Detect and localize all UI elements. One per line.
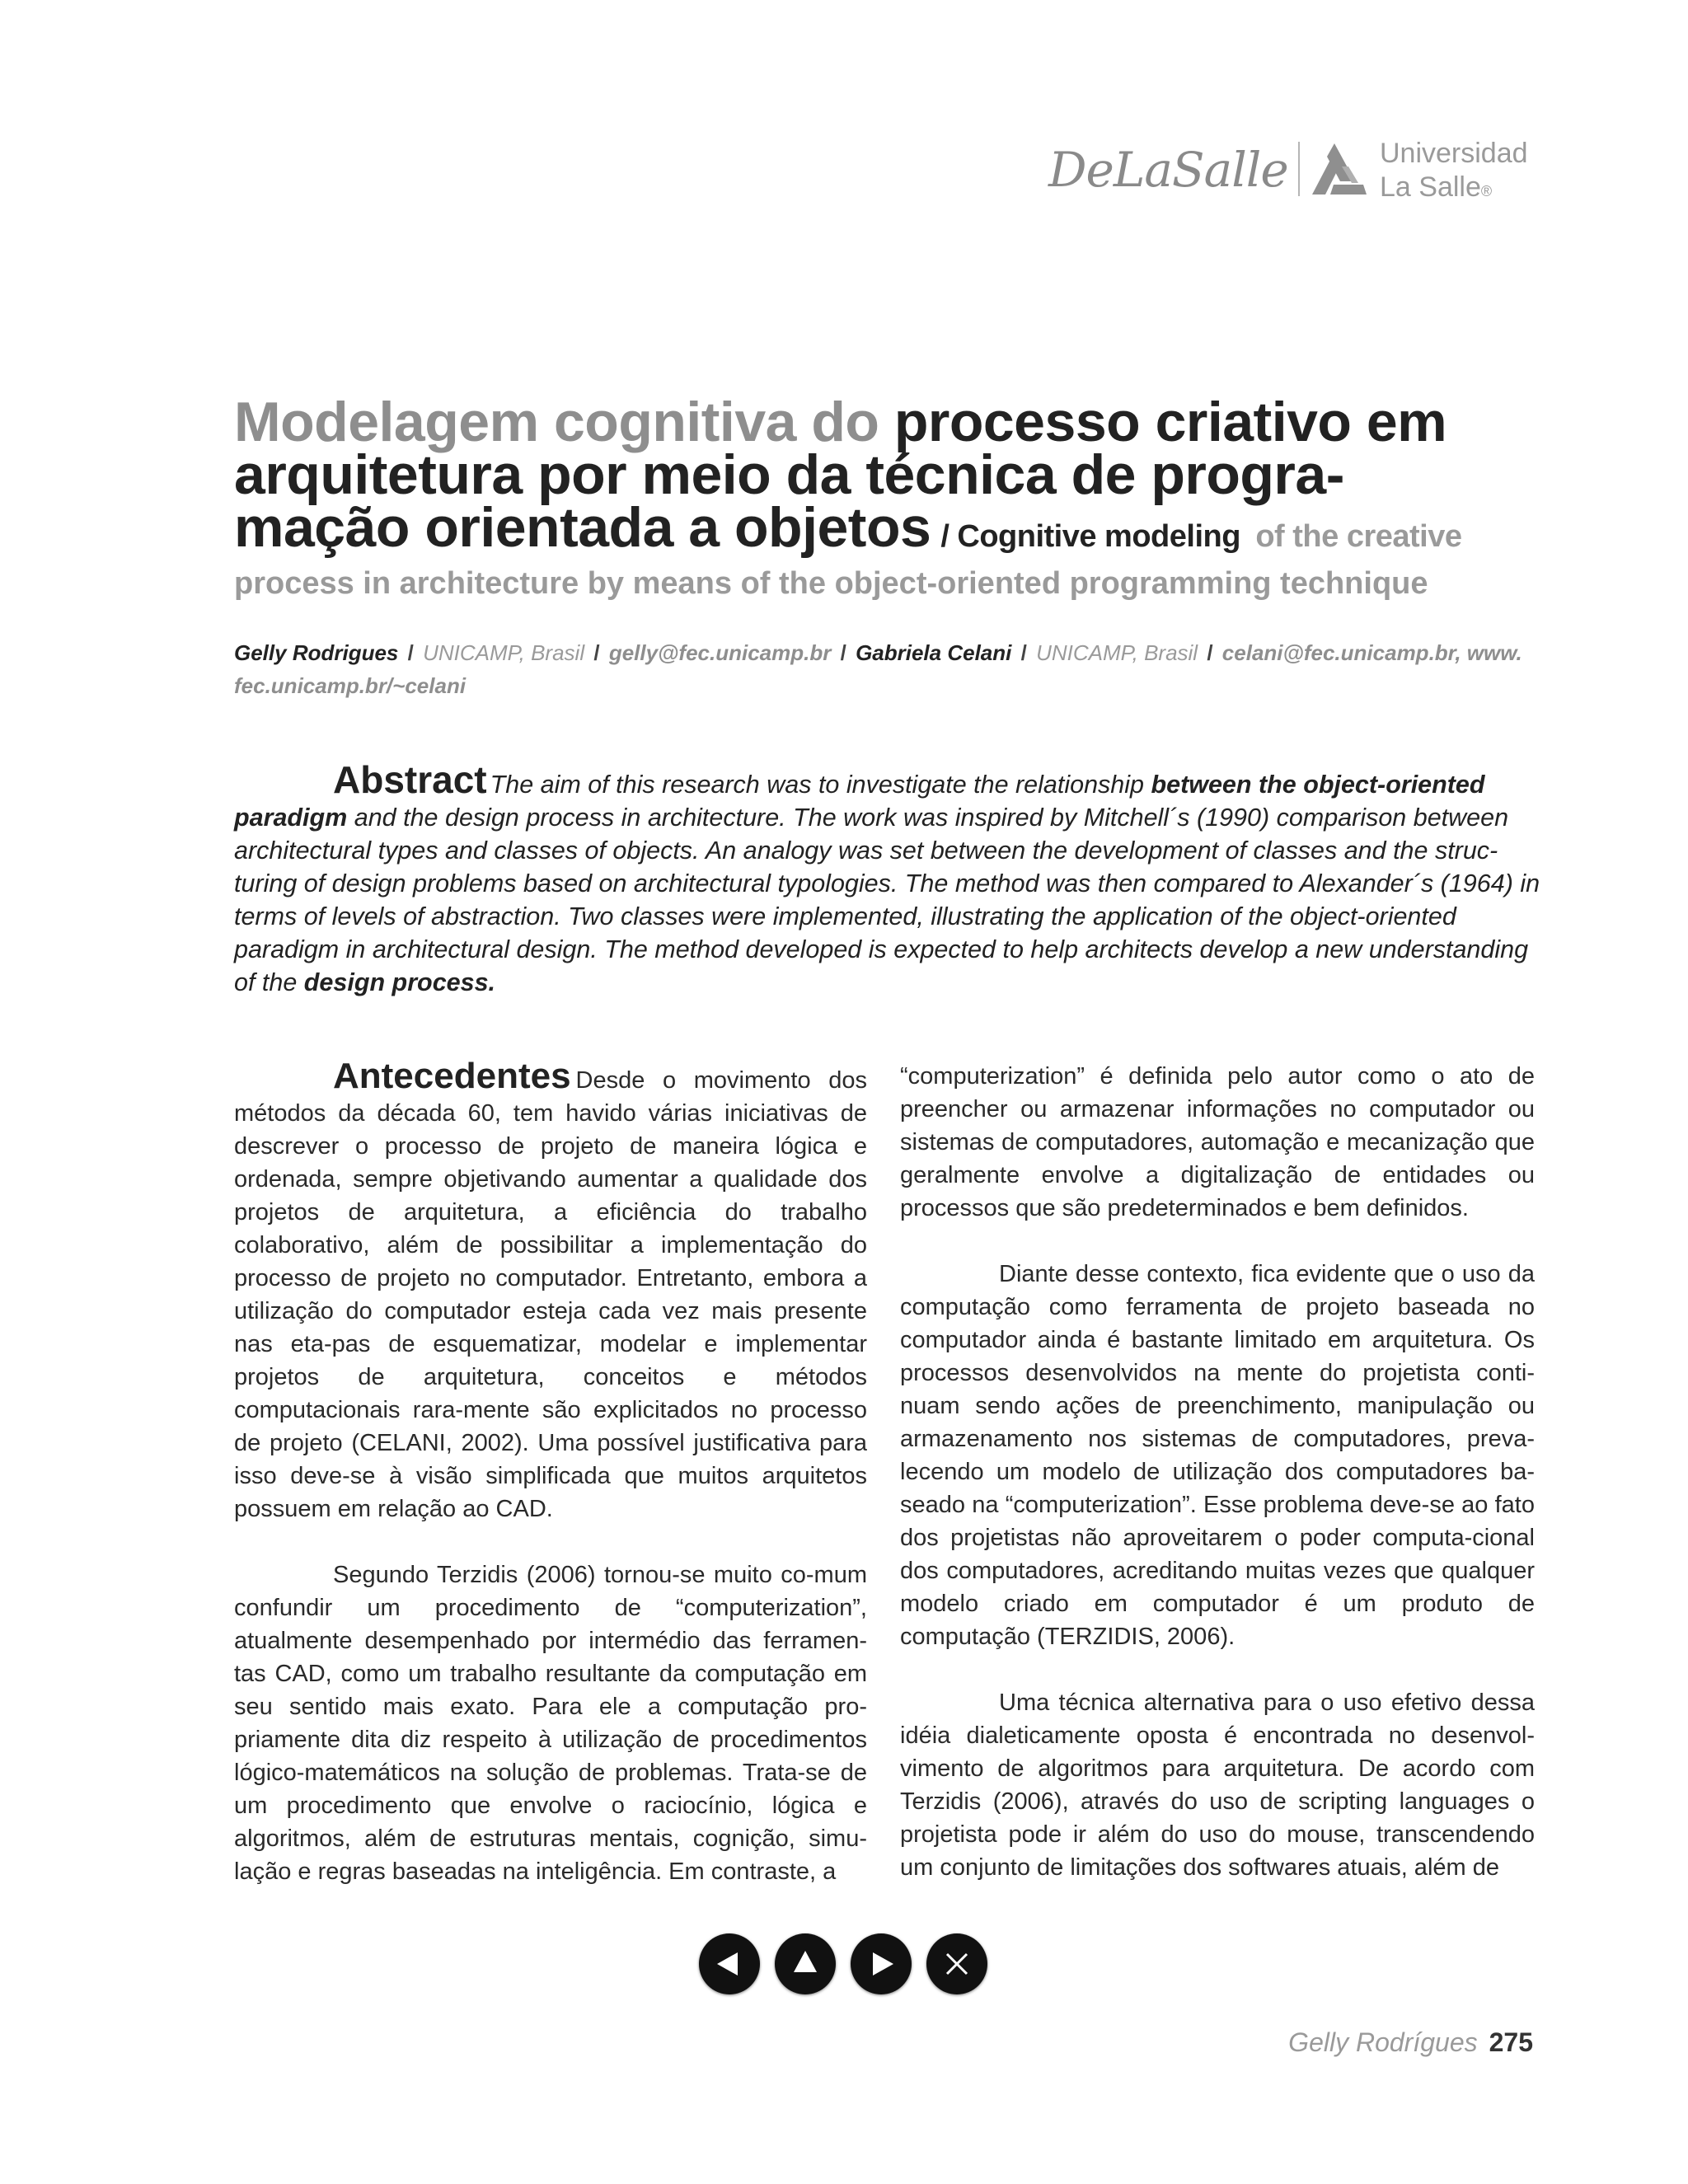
header-logos: [1047, 134, 1541, 208]
footer-author: Gelly Rodrígues: [1288, 2027, 1478, 2057]
author-2-website[interactable]: fec.unicamp.br/~celani: [234, 673, 467, 698]
separator: /: [1207, 640, 1213, 665]
university-line-1: Universidad: [1380, 138, 1528, 169]
title-dark-line-3: mação orientada a objetos: [234, 496, 931, 559]
university-line-2: [1380, 171, 1528, 209]
triangle-right-icon: [851, 1933, 912, 1994]
title-grey-part: Modelagem cognitiva do: [234, 391, 879, 453]
logo-divider: [1298, 142, 1300, 196]
body-column-left: [234, 1056, 867, 1888]
author-1-name: Gelly Rodrigues: [234, 640, 399, 665]
title-dark-line-2: arquitetura por meio da técnica de progra-: [234, 443, 1344, 506]
page-footer: [1288, 2026, 1533, 2059]
title-dark-line-1: processo criativo em: [893, 391, 1447, 453]
university-name: [1380, 137, 1528, 209]
author-2-name: Gabriela Celani: [856, 640, 1012, 665]
close-icon: [926, 1933, 987, 1994]
abstract-text-2: and the design process in architecture. The work was inspired by Mitchell´s (1990) comparison between architectural types and classes of objects. An analogy was set between the development of classes and the struc-turing of design problems based on architectural typologies. The method was then compared to Alexander´s (1964) in terms of levels of abstraction. Two classes were implemented, illustrating the application of the object-oriented paradigm in architectural design. The method developed is expected to help architects develop a new understanding of the: [234, 804, 1540, 996]
delasalle-script-logo: [1047, 134, 1294, 208]
triangle-left-icon: [699, 1933, 760, 1994]
separator: /: [1020, 640, 1027, 665]
script-logo-text: DeLaSalle: [1048, 142, 1288, 198]
abstract: [234, 758, 1548, 999]
section-heading-antecedentes: Antecedentes: [333, 1056, 571, 1096]
paragraph: [234, 1056, 867, 1526]
university-line-2-text: La Salle: [1380, 171, 1481, 203]
paragraph: Uma técnica alternativa para o uso efetivo dessa idéia dialeticamente oposta é encontrada no desenvol-vimento de algoritmos para arquitetura. De acordo com Terzidis (2006), através do uso de scripting languages o projetista pode ir além do uso do mouse, transcendendo um conjunto de limitações dos softwares atuais, além de: [900, 1690, 1535, 1881]
abstract-bold-1: between the object-oriented paradigm: [234, 771, 1485, 832]
up-button[interactable]: [775, 1933, 836, 1994]
author-1-email[interactable]: gelly@fec.unicamp.br: [608, 640, 832, 665]
abstract-heading: Abstract: [333, 758, 487, 801]
english-title-grey: of the creative: [1255, 519, 1462, 554]
english-title-dark: Cognitive modeling: [957, 519, 1240, 554]
close-button[interactable]: [926, 1933, 987, 1994]
authors-line: [234, 636, 1546, 702]
separator: /: [407, 640, 414, 665]
page-number: 275: [1489, 2027, 1533, 2057]
abstract-text-1: The aim of this research was to investigate the relationship: [490, 771, 1151, 799]
previous-page-button[interactable]: [699, 1933, 760, 1994]
author-2-email[interactable]: celani@fec.unicamp.br, www.: [1221, 640, 1522, 665]
next-page-button[interactable]: [851, 1933, 912, 1994]
paragraph: “computerization” é definida pelo autor como o ato de preencher ou armazenar informações no computador ou sistemas de computadores, automação e mecanização que geralmente envolve a digitalização de entidades ou processos que são predeterminados e bem definidos.: [900, 1063, 1535, 1221]
english-title-line-2: process in architecture by means of the object-oriented programming technique: [234, 566, 1428, 601]
separator: /: [840, 640, 846, 665]
title-slash: /: [940, 519, 950, 554]
author-1-affiliation: UNICAMP, Brasil: [423, 640, 585, 665]
paragraph: Segundo Terzidis (2006) tornou-se muito co-mum confundir um procedimento de “computerization”, atualmente desempenhado por intermédio das ferramen-tas CAD, como um trabalho resultante da computação em seu sentido mais exato. Para ele a computação pro-priamente dita diz respeito à utilização de procedimentos lógico-matemáticos na solução de problemas. Trata-se de um procedimento que envolve o raciocínio, lógica e algoritmos, além de estruturas mentais, cognição, simu-lação e regras baseadas na inteligência. Em contraste, a: [234, 1562, 867, 1885]
article-title: [234, 391, 1545, 563]
la-salle-triangle-icon: [1309, 142, 1368, 196]
author-2-affiliation: UNICAMP, Brasil: [1036, 640, 1198, 665]
paragraph: Diante desse contexto, fica evidente que o uso da computação como ferramenta de projeto baseada no computador ainda é bastante limitado em arquitetura. Os processos desenvolvidos na mente do projetista conti-nuam sendo ações de preenchimento, manipulação ou armazenamento nos sistemas de computadores, preva-lecendo um modelo de utilização dos computadores ba-seado na “computerization”. Esse problema deve-se ao fato dos projetistas não aproveitarem o poder computa-cional dos computadores, acreditando muitas vezes que qualquer modelo criado em computador é um produto de computação (TERZIDIS, 2006).: [900, 1261, 1535, 1650]
triangle-up-icon: [775, 1933, 836, 1994]
body-column-right: [900, 1060, 1535, 1884]
separator: /: [593, 640, 600, 665]
abstract-bold-2: design process.: [303, 968, 496, 996]
registered-mark: ®: [1480, 183, 1493, 199]
paragraph-text: Desde o movimento dos métodos da década 60, tem havido várias iniciativas de descrever o processo de projeto de maneira lógica e ordenada, sempre objetivando aumentar a qualidade dos projetos de arquitetura, a eficiência do trabalho colaborativo, além de possibilitar a implementação do processo de projeto no computador. Entretanto, embora a utilização do computador esteja cada vez mais presente nas eta-pas de esquematizar, modelar e implementar projetos de arquitetura, conceitos e métodos computacionais rara-mente são explicitados no processo de projeto (CELANI, 2002). Uma possível justificativa para isso deve-se à visão simplificada que muitos arquitetos possuem em relação ao CAD.: [234, 1067, 867, 1522]
